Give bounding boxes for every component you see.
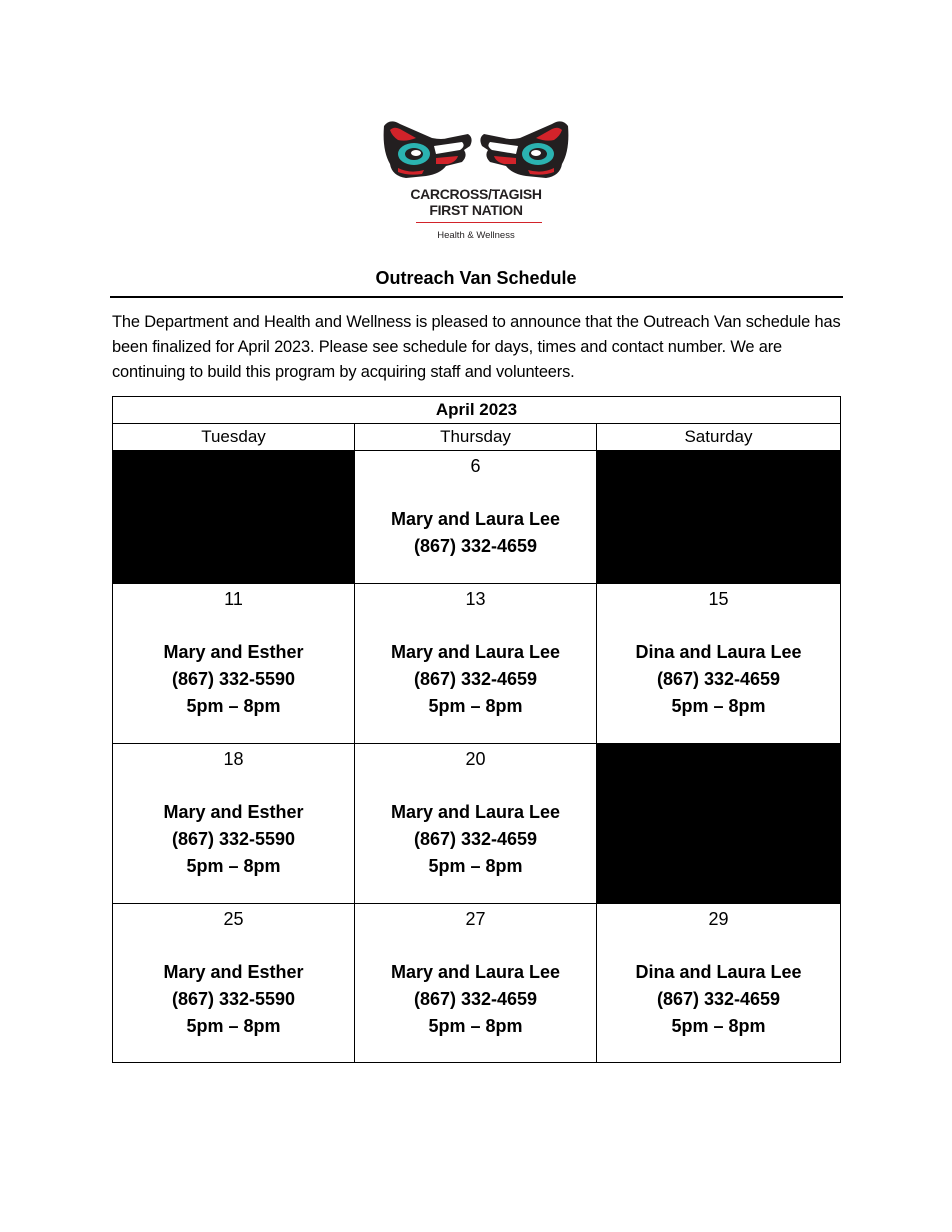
cell-staff: Dina and Laura Lee xyxy=(635,642,802,662)
cell-phone: (867) 332-4659 xyxy=(656,669,781,689)
schedule-cell xyxy=(355,584,597,744)
schedule-cell xyxy=(113,584,355,744)
schedule-cell-blank xyxy=(597,451,841,584)
title-divider xyxy=(110,296,843,298)
cell-phone: (867) 332-4659 xyxy=(413,536,538,556)
cell-date: 27 xyxy=(465,909,486,929)
schedule-cell xyxy=(113,744,355,904)
cell-date: 15 xyxy=(708,589,729,609)
schedule-week-row xyxy=(113,744,841,904)
schedule-week-row xyxy=(113,584,841,744)
cell-date: 29 xyxy=(708,909,729,929)
cell-staff: Mary and Laura Lee xyxy=(390,509,561,529)
schedule-cell xyxy=(597,584,841,744)
cell-date: 25 xyxy=(223,909,244,929)
cell-phone: (867) 332-4659 xyxy=(656,989,781,1009)
cell-staff: Mary and Esther xyxy=(163,962,304,982)
schedule-cell-blank xyxy=(113,451,355,584)
cell-staff: Mary and Esther xyxy=(163,802,304,822)
cell-staff: Dina and Laura Lee xyxy=(635,962,802,982)
schedule-cell xyxy=(355,744,597,904)
logo-divider xyxy=(416,222,542,223)
organization-logo xyxy=(376,116,576,248)
day-header-tuesday: Tuesday xyxy=(113,424,355,451)
schedule-week-row xyxy=(113,451,841,584)
intro-paragraph: The Department and Health and Wellness is pleased to announce that the Outreach Van schedule has been finalized for April 2023. Please see schedule for days, times and contact number. We are continuing to build this program by acquiring staff and volunteers. xyxy=(112,313,841,381)
cell-staff: Mary and Laura Lee xyxy=(390,802,561,822)
cell-date: 18 xyxy=(223,749,244,769)
schedule-cell xyxy=(355,904,597,1063)
logo-org-line1: CARCROSS/TAGISH xyxy=(410,186,542,202)
formline-birds-icon xyxy=(376,116,576,186)
logo-department: Health & Wellness xyxy=(437,230,515,241)
cell-time: 5pm – 8pm xyxy=(428,696,523,716)
schedule-table xyxy=(112,396,841,1063)
cell-phone: (867) 332-5590 xyxy=(171,669,296,689)
cell-date: 20 xyxy=(465,749,486,769)
schedule-cell-blank xyxy=(597,744,841,904)
cell-time: 5pm – 8pm xyxy=(186,1016,281,1036)
cell-staff: Mary and Laura Lee xyxy=(390,642,561,662)
cell-time: 5pm – 8pm xyxy=(186,856,281,876)
cell-staff: Mary and Esther xyxy=(163,642,304,662)
page-title: Outreach Van Schedule xyxy=(375,268,577,288)
cell-phone: (867) 332-5590 xyxy=(171,829,296,849)
day-header-thursday: Thursday xyxy=(355,424,597,451)
cell-time: 5pm – 8pm xyxy=(428,856,523,876)
cell-time: 5pm – 8pm xyxy=(671,1016,766,1036)
schedule-month: April 2023 xyxy=(113,397,841,424)
cell-date: 13 xyxy=(465,589,486,609)
cell-time: 5pm – 8pm xyxy=(428,1016,523,1036)
day-header-saturday: Saturday xyxy=(597,424,841,451)
logo-org-line2: FIRST NATION xyxy=(429,202,523,218)
cell-phone: (867) 332-4659 xyxy=(413,989,538,1009)
cell-phone: (867) 332-5590 xyxy=(171,989,296,1009)
schedule-week-row xyxy=(113,904,841,1063)
schedule-cell xyxy=(355,451,597,584)
cell-time: 5pm – 8pm xyxy=(671,696,766,716)
cell-staff: Mary and Laura Lee xyxy=(390,962,561,982)
schedule-cell xyxy=(113,904,355,1063)
cell-date: 6 xyxy=(470,456,481,476)
cell-date: 11 xyxy=(224,589,243,609)
schedule-cell xyxy=(597,904,841,1063)
cell-time: 5pm – 8pm xyxy=(186,696,281,716)
cell-phone: (867) 332-4659 xyxy=(413,669,538,689)
cell-phone: (867) 332-4659 xyxy=(413,829,538,849)
